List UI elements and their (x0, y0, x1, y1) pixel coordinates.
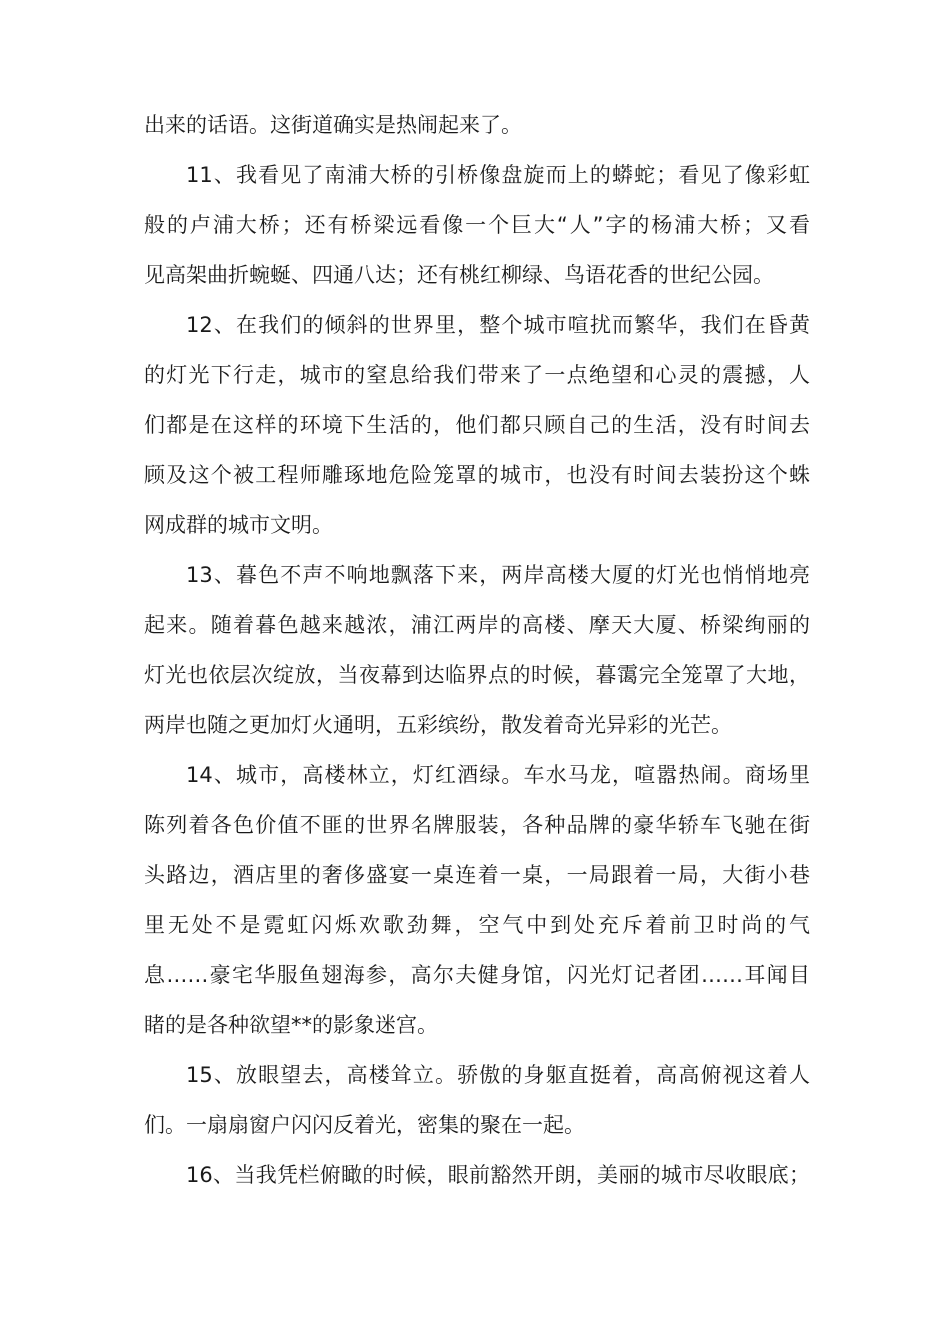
text-line: 13、暮色不声不响地飘落下来，两岸高楼大厦的灯光也悄悄地亮 (186, 563, 810, 587)
text-line: 两岸也随之更加灯火通明，五彩缤纷，散发着奇光异彩的光芒。 (144, 713, 732, 737)
text-line: 睹的是各种欲望**的影象迷宫。 (144, 1013, 438, 1037)
paragraph-16 (144, 1150, 810, 1200)
text-line: 16、当我凭栏俯瞰的时候，眼前豁然开朗，美丽的城市尽收眼底； (186, 1163, 810, 1187)
text-line: 顾及这个被工程师雕琢地危险笼罩的城市，也没有时间去装扮这个蛛 (144, 463, 810, 487)
text-line: 里无处不是霓虹闪烁欢歌劲舞，空气中到处充斥着前卫时尚的气 (144, 913, 810, 937)
text-line: 见高架曲折蜿蜒、四通八达；还有桃红柳绿、鸟语花香的世纪公园。 (144, 263, 774, 287)
paragraph-14 (144, 750, 810, 1050)
paragraph-continued (144, 100, 810, 150)
text-line: 灯光也依层次绽放，当夜幕到达临界点的时候，暮霭完全笼罩了大地， (144, 663, 810, 687)
text-line: 15、放眼望去，高楼耸立。骄傲的身躯直挺着，高高俯视这着人 (186, 1063, 810, 1087)
text-line: 起来。随着暮色越来越浓，浦江两岸的高楼、摩天大厦、桥梁绚丽的 (144, 613, 810, 637)
text-line: 们。一扇扇窗户闪闪反着光，密集的聚在一起。 (144, 1113, 585, 1137)
text-line: 陈列着各色价值不匪的世界名牌服装，各种品牌的豪华轿车飞驰在街 (144, 813, 810, 837)
text-line: 12、在我们的倾斜的世界里，整个城市喧扰而繁华，我们在昏黄 (186, 313, 810, 337)
text-line: 出来的话语。这街道确实是热闹起来了。 (144, 113, 522, 137)
text-line: 息……豪宅华服鱼翅海参，高尔夫健身馆，闪光灯记者团……耳闻目 (144, 963, 810, 987)
text-line: 般的卢浦大桥；还有桥梁远看像一个巨大“人”字的杨浦大桥；又看 (144, 213, 810, 237)
paragraph-11 (144, 150, 810, 300)
document-body (144, 100, 810, 1200)
text-line: 11、我看见了南浦大桥的引桥像盘旋而上的蟒蛇；看见了像彩虹 (186, 163, 810, 187)
text-line: 的灯光下行走，城市的窒息给我们带来了一点绝望和心灵的震撼，人 (144, 363, 810, 387)
text-line: 14、城市，高楼林立，灯红酒绿。车水马龙，喧嚣热闹。商场里 (186, 763, 810, 787)
paragraph-15 (144, 1050, 810, 1150)
paragraph-12 (144, 300, 810, 550)
text-line: 们都是在这样的环境下生活的，他们都只顾自己的生活，没有时间去 (144, 413, 810, 437)
text-line: 网成群的城市文明。 (144, 513, 333, 537)
paragraph-13 (144, 550, 810, 750)
text-line: 头路边，酒店里的奢侈盛宴一桌连着一桌，一局跟着一局，大街小巷 (144, 863, 810, 887)
